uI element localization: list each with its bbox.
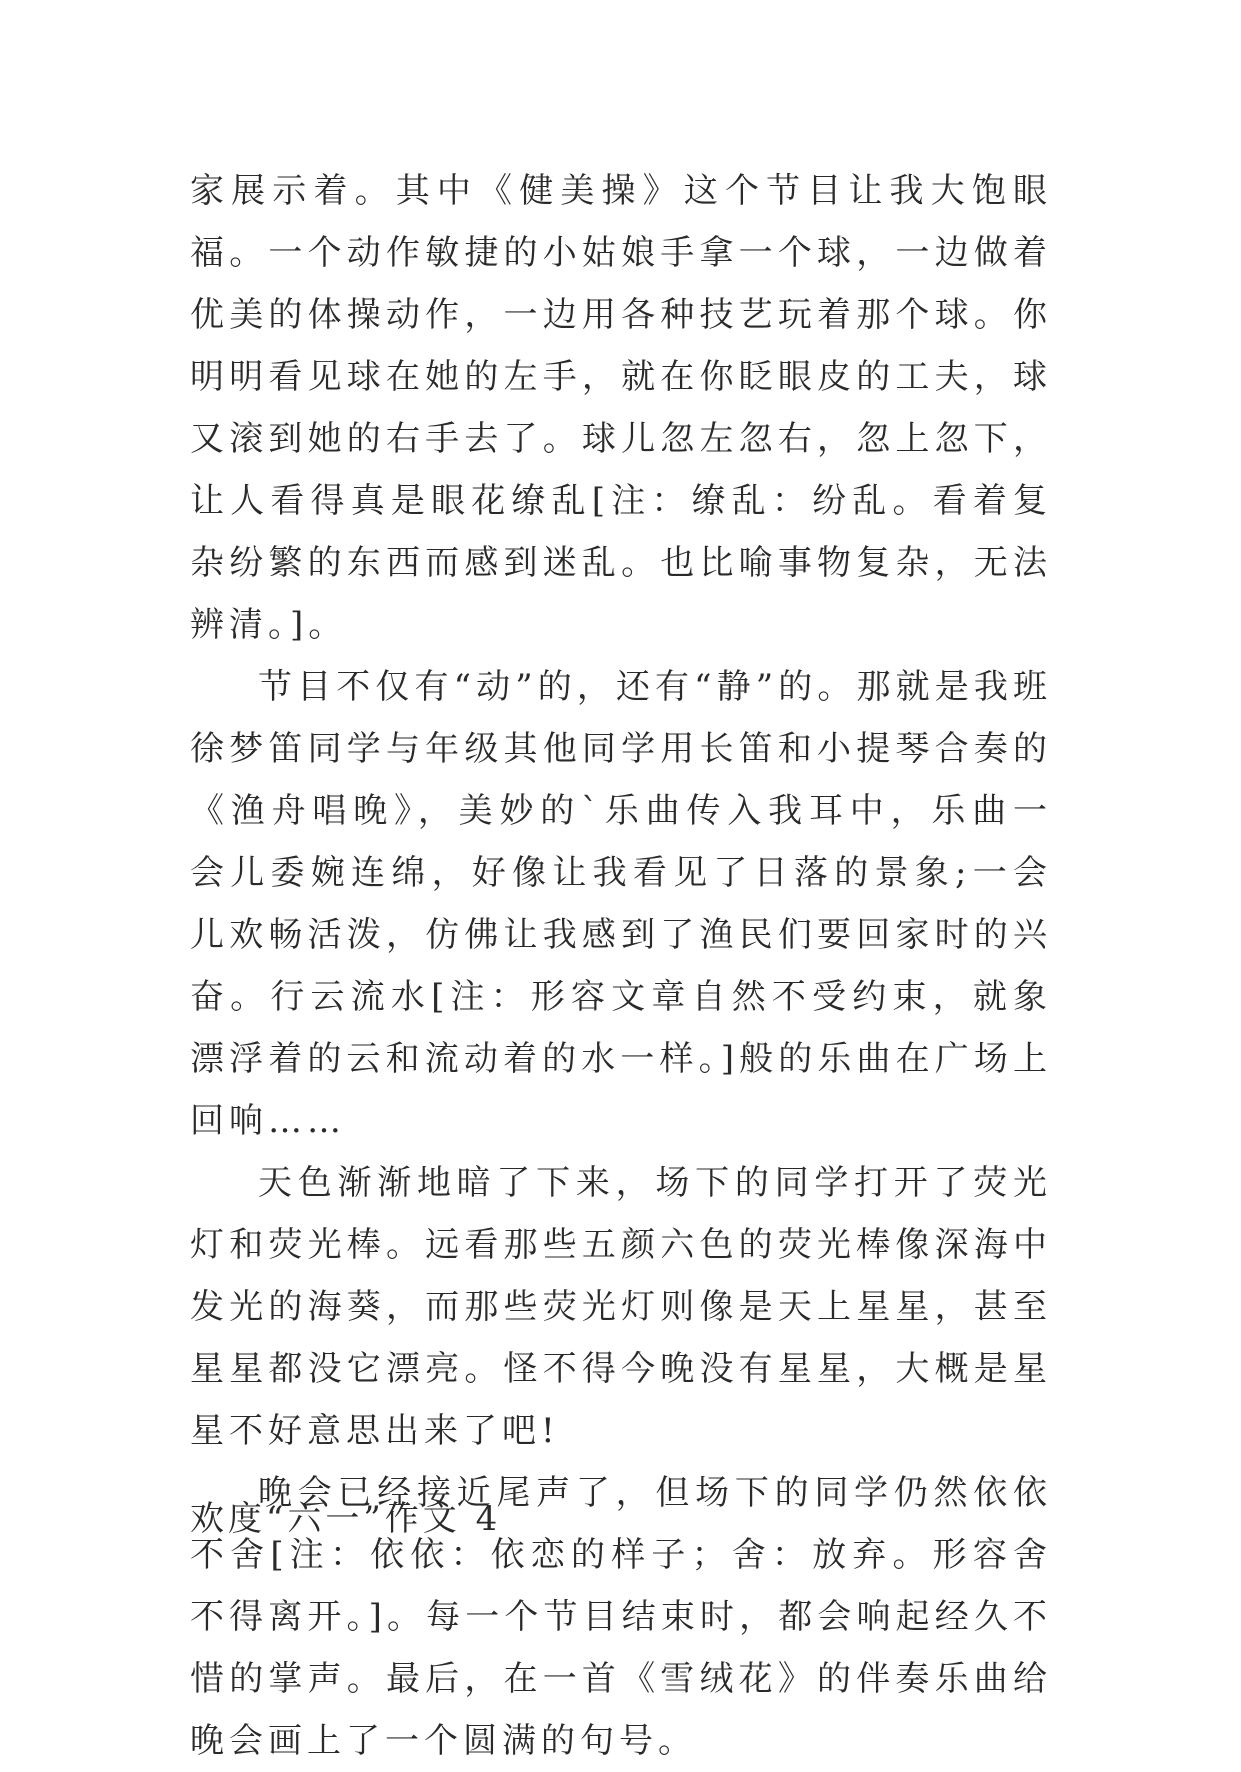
paragraph-2: 节目不仅有“动”的，还有“静”的。那就是我班徐梦笛同学与年级其他同学用长笛和小提琴合奏的《渔舟唱晚》，美妙的`乐曲传入我耳中，乐曲一会儿委婉连绵，好像让我看见了日落的景象;一会儿欢畅活泼，仿佛让我感到了渔民们要回家时的兴奋。行云流水[注：形容文章自然不受约束，就象漂浮着的云和流动着的水一样。]般的乐曲在广场上回响……: [190, 667, 1052, 1141]
paragraph-4: 晚会已经接近尾声了，但场下的同学仍然依依不舍[注：依依：依恋的样子；舍：放弃。形容舍不得离开。]。每一个节目结束时，都会响起经久不惜的掌声。最后，在一首《雪绒花》的伴奏乐曲给晚会画上了一个圆满的句号。: [190, 1473, 1052, 1761]
section-heading: 欢度“六一”作文 4: [190, 1499, 502, 1539]
paragraph-3: 天色渐渐地暗了下来，场下的同学打开了荧光灯和荧光棒。远看那些五颜六色的荧光棒像深海中发光的海葵，而那些荧光灯则像是天上星星，甚至星星都没它漂亮。怪不得今晚没有星星，大概是星星不好意思出来了吧!: [190, 1163, 1052, 1451]
paragraph-1: 家展示着。其中《健美操》这个节目让我大饱眼福。一个动作敏捷的小姑娘手拿一个球，一边做着优美的体操动作，一边用各种技艺玩着那个球。你明明看见球在她的左手，就在你眨眼皮的工夫，球又滚到她的右手去了。球儿忽左忽右，忽上忽下，让人看得真是眼花缭乱[注：缭乱：纷乱。看着复杂纷繁的东西而感到迷乱。也比喻事物复杂，无法辨清。]。: [190, 171, 1052, 645]
